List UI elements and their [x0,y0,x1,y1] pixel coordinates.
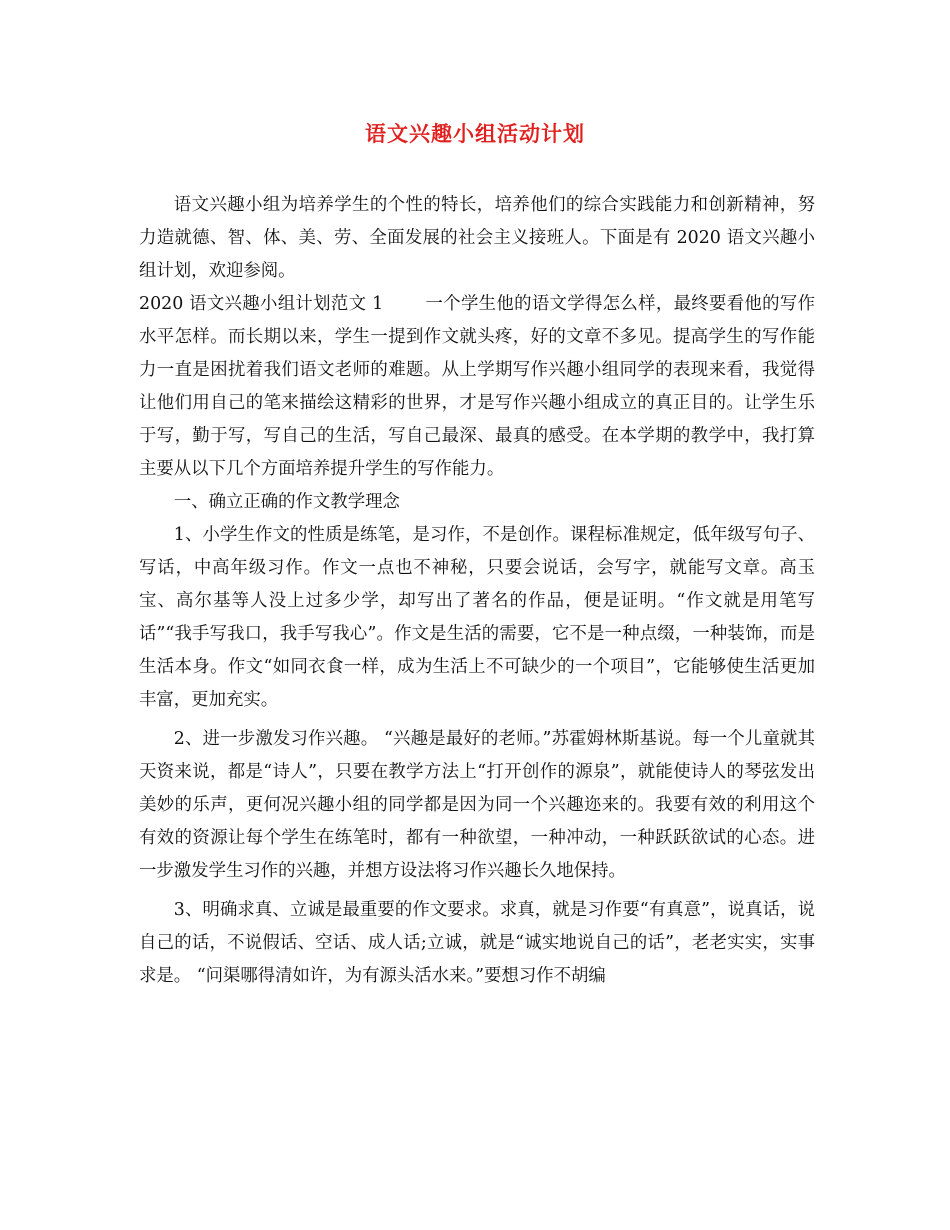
document-body [139,189,815,993]
item-3: 3、明确求真、立诚是最重要的作文要求。求真，就是习作要“有真意”，说真话，说自己的话，不说假话、空话、成人话;立诚，就是“诚实地说自己的话”，老老实实，实事求是。 “问渠哪得清如许，为有源头活水来。”要想习作不胡编 [139,900,815,986]
intro-paragraph: 语文兴趣小组为培养学生的个性的特长，培养他们的综合实践能力和创新精神，努力造就德、智、体、美、劳、全面发展的社会主义接班人。下面是有 2020 语文兴趣小组计划，欢迎参阅。 [139,195,815,281]
section-lead: 一个学生他的语文学得怎么样，最终要看他的写作水平怎样。而长期以来，学生一提到作文就头疼，好的文章不多见。提高学生的写作能力一直是困扰着我们语文老师的难题。从上学期写作兴趣小组同学的表现来看，我觉得让他们用自己的笔来描绘这精彩的世界，才是写作兴趣小组成立的真正目的。让学生乐于写，勤于写，写自己的生活，写自己最深、最真的感受。在本学期的教学中，我打算主要从以下几个方面培养提升学生的写作能力。 [139,294,815,479]
section-paragraph [139,288,815,486]
section-heading: 2020 语文兴趣小组计划范文 1 [139,294,384,314]
heading-1: 一、确立正确的作文教学理念 [173,492,400,512]
document-title: 语文兴趣小组活动计划 [365,121,585,146]
item-1: 1、小学生作文的性质是练笔，是习作，不是创作。课程标准规定，低年级写句子、写话，中高年级习作。作文一点也不神秘，只要会说话，会写字，就能写文章。高玉宝、高尔基等人没上过多少学，却写出了著名的作品，便是证明。“作文就是用笔写话”“我手写我口，我手写我心”。作文是生活的需要，它不是一种点缀，一种装饰，而是生活本身。作文“如同衣食一样，成为生活上不可缺少的一个项目”，它能够使生活更加丰富，更加充实。 [139,525,815,710]
item-2: 2、进一步激发习作兴趣。 “兴趣是最好的老师。”苏霍姆林斯基说。每一个儿童就其天资来说，都是“诗人”，只要在教学方法上“打开创作的源泉”，就能使诗人的琴弦发出美妙的乐声，更何况兴趣小组的同学都是因为同一个兴趣迩来的。我要有效的利用这个有效的资源让每个学生在练笔时，都有一种欲望，一种冲动，一种跃跃欲试的心态。进一步激发学生习作的兴趣，并想方设法将习作兴趣长久地保持。 [139,729,815,881]
